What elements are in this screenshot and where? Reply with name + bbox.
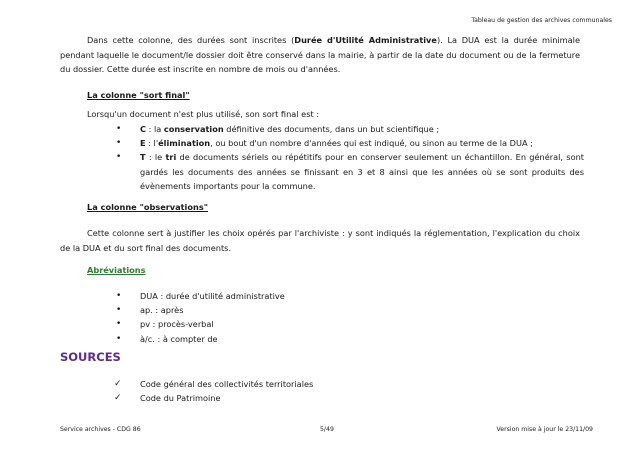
list-item: • DUA : durée d'utilité administrative: [114, 289, 584, 303]
observations-paragraph: [60, 226, 580, 255]
sources-list: [114, 377, 584, 405]
list-item: ✓ Code général des collectivités territoriales: [114, 377, 584, 391]
bullet-dot-icon: •: [116, 291, 122, 301]
bullet-dot-icon: •: [116, 152, 122, 163]
list-item: • ap. : après: [114, 303, 584, 317]
list-item: • pv : procès-verbal: [114, 317, 584, 331]
sort-final-intro: Lorsqu'un document n'est plus utilisé, son sort final est :: [87, 109, 320, 119]
list-item: • à/c. : à compter de: [114, 332, 584, 346]
page-number: 5/49: [320, 426, 334, 433]
checkmark-icon: ✓: [114, 393, 122, 404]
header-note: Tableau de gestion des archives communales: [471, 17, 612, 24]
footer-version: Version mise à jour le 23/11/09: [496, 426, 593, 433]
footer-service: Service archives - CDG 86: [60, 426, 141, 433]
observations-heading: La colonne "observations": [87, 202, 208, 212]
sort-final-list: [114, 122, 584, 193]
intro-rest: ). La DUA est la durée minimale pendant laquelle le document/le dossier doit être conservé dans la mairie, à partir de la date du document ou de la fermeture du dossier. Cette durée est inscrite en nombre de mois ou d'années.: [60, 35, 580, 75]
list-item: • C : la conservation définitive des documents, dans un but scientifique ;: [114, 122, 584, 136]
bullet-dot-icon: •: [116, 305, 122, 316]
bullet-dot-icon: •: [116, 319, 122, 330]
checkmark-icon: ✓: [114, 379, 122, 389]
list-item: • E : l'élimination, ou bout d'un nombre d'années qui est indiqué, ou sinon au terme de la DUA ;: [114, 136, 584, 150]
abbreviations-list: [114, 289, 584, 346]
sources-heading: SOURCES: [60, 350, 121, 364]
intro-strong: Durée d'Utilité Administrative: [294, 35, 437, 45]
abbreviations-heading: Abréviations: [87, 265, 146, 275]
bullet-dot-icon: •: [116, 124, 122, 134]
bullet-dot-icon: •: [116, 138, 122, 149]
intro-paragraph: [60, 33, 580, 77]
observations-text: Cette colonne sert à justifier les choix opérés par l'archiviste : y sont indiqués la réglementation, l'explication du choix de la DUA et du sort final des documents.: [60, 228, 580, 253]
list-item: ✓ Code du Patrimoine: [114, 391, 584, 405]
sort-final-heading: La colonne "sort final": [87, 90, 190, 100]
bullet-dot-icon: •: [116, 333, 122, 344]
intro-lead: Dans cette colonne, des durées sont inscrites (: [87, 35, 295, 45]
list-item: • T : le tri de documents sériels ou répétitifs pour en conserver seulement un échantillon. En général, sont gardés les documents des années se finissant en 3 et 8 ainsi que les années où se sont produits des évènements importants pour la commune.: [116, 152, 584, 191]
